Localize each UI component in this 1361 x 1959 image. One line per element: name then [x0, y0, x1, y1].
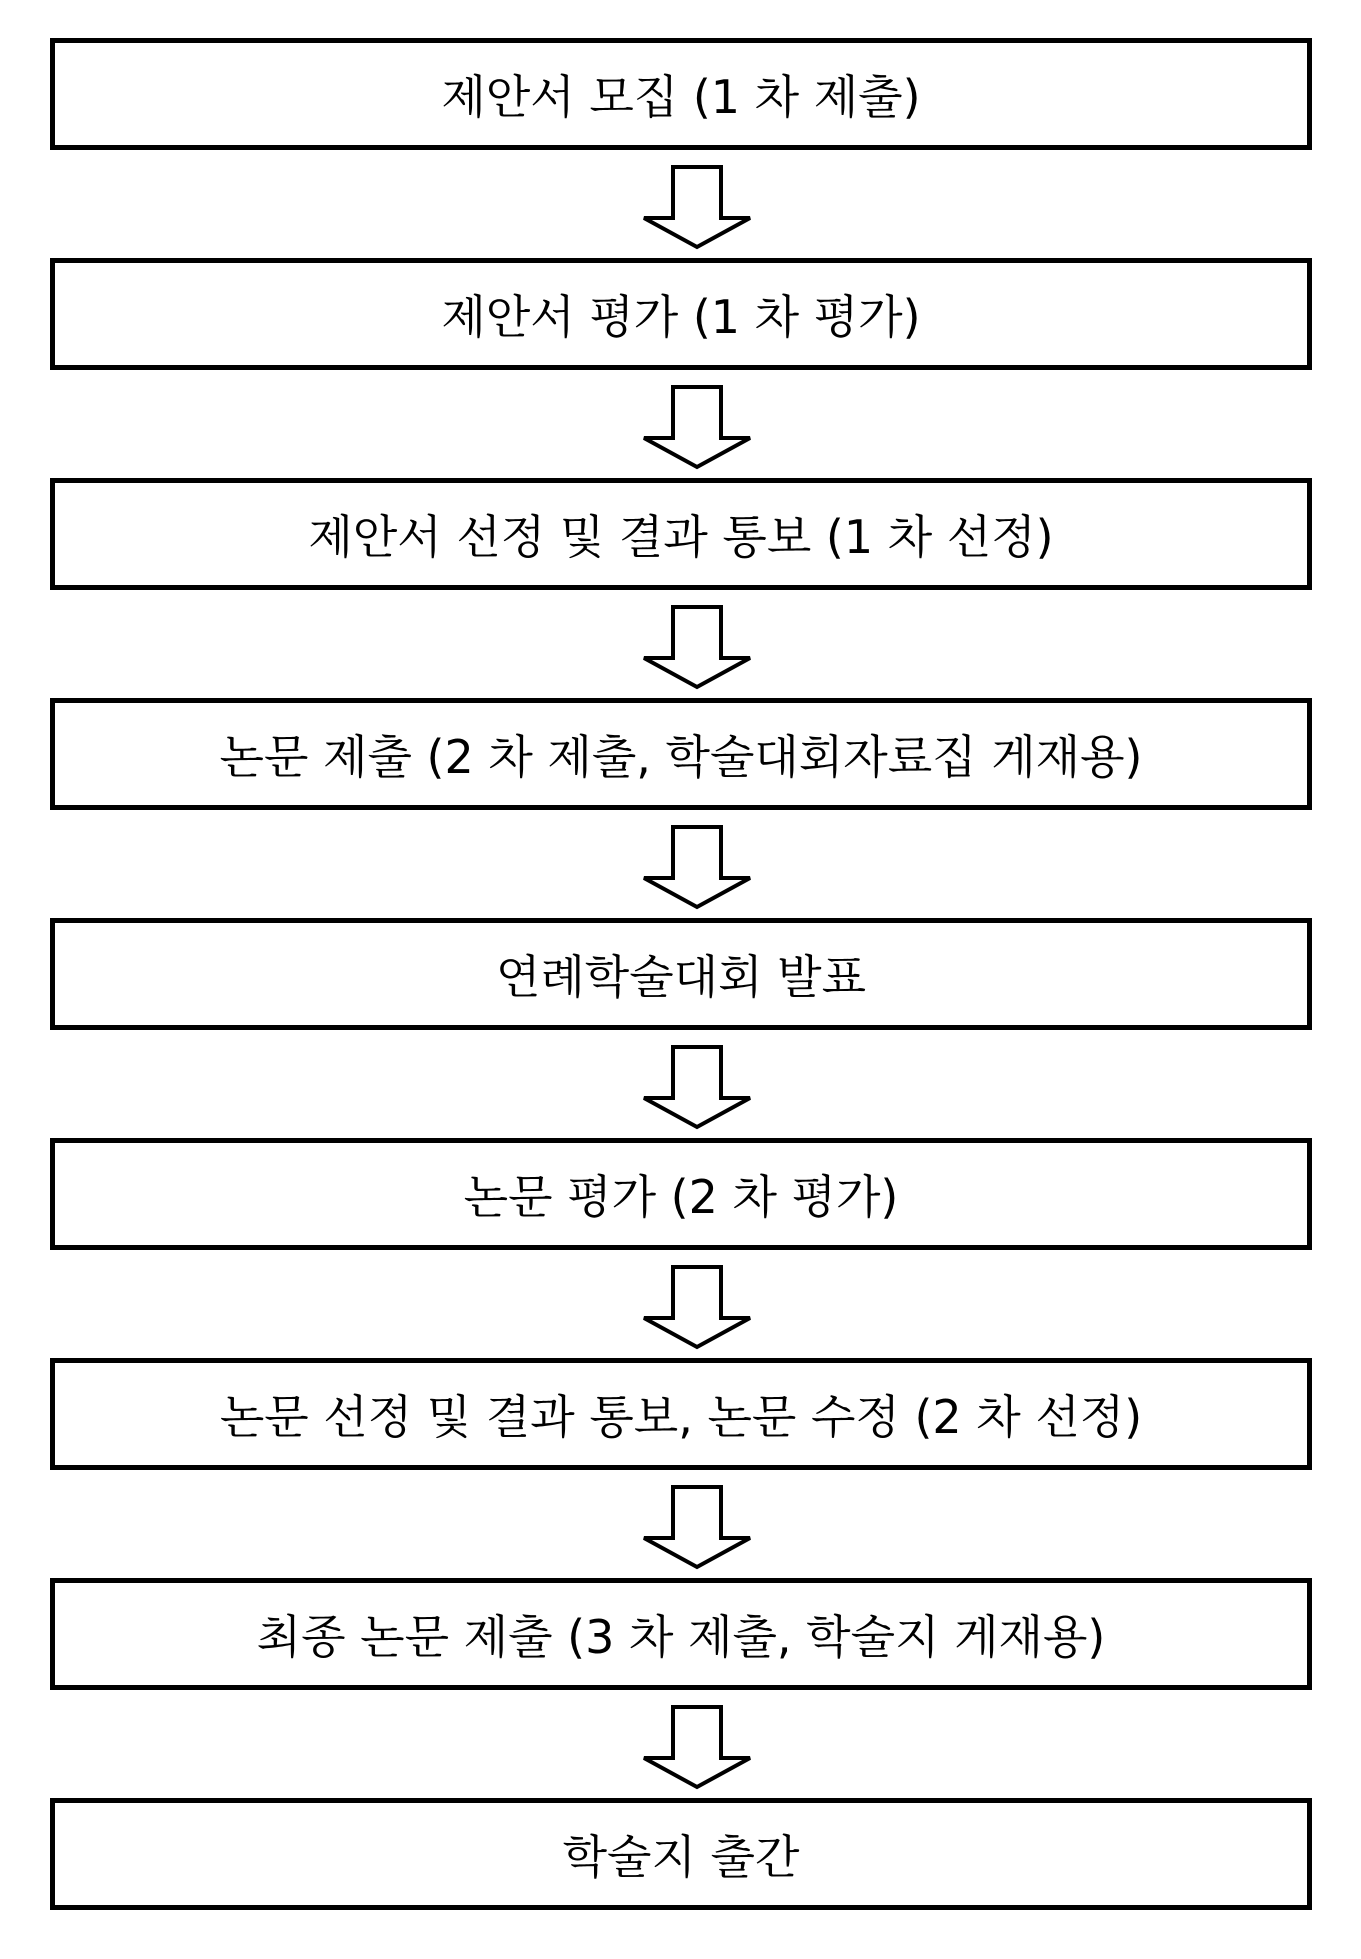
step-label-4: 논문 제출 (2 차 제출, 학술대회자료집 게재용) — [219, 730, 1143, 784]
step-box-4 — [50, 698, 1312, 810]
step-box-7 — [50, 1358, 1312, 1470]
step-label-5: 연례학술대회 발표 — [495, 950, 867, 1004]
down-arrow-icon — [638, 1485, 756, 1571]
step-box-8 — [50, 1578, 1312, 1690]
step-label-6: 논문 평가 (2 차 평가) — [463, 1170, 899, 1224]
down-arrow-icon — [638, 1045, 756, 1131]
step-label-8: 최종 논문 제출 (3 차 제출, 학술지 게재용) — [256, 1610, 1106, 1664]
step-label-1: 제안서 모집 (1 차 제출) — [441, 70, 921, 124]
step-box-2 — [50, 258, 1312, 370]
down-arrow-icon — [638, 385, 756, 471]
step-label-7: 논문 선정 및 결과 통보, 논문 수정 (2 차 선정) — [219, 1390, 1143, 1444]
step-box-3 — [50, 478, 1312, 590]
step-label-9: 학술지 출간 — [562, 1830, 800, 1884]
step-label-3: 제안서 선정 및 결과 통보 (1 차 선정) — [308, 510, 1054, 564]
down-arrow-icon — [638, 165, 756, 251]
down-arrow-icon — [638, 1265, 756, 1351]
down-arrow-icon — [638, 1705, 756, 1791]
step-box-1 — [50, 38, 1312, 150]
step-box-9 — [50, 1798, 1312, 1910]
step-box-5 — [50, 918, 1312, 1030]
step-box-6 — [50, 1138, 1312, 1250]
down-arrow-icon — [638, 605, 756, 691]
step-label-2: 제안서 평가 (1 차 평가) — [441, 290, 921, 344]
down-arrow-icon — [638, 825, 756, 911]
